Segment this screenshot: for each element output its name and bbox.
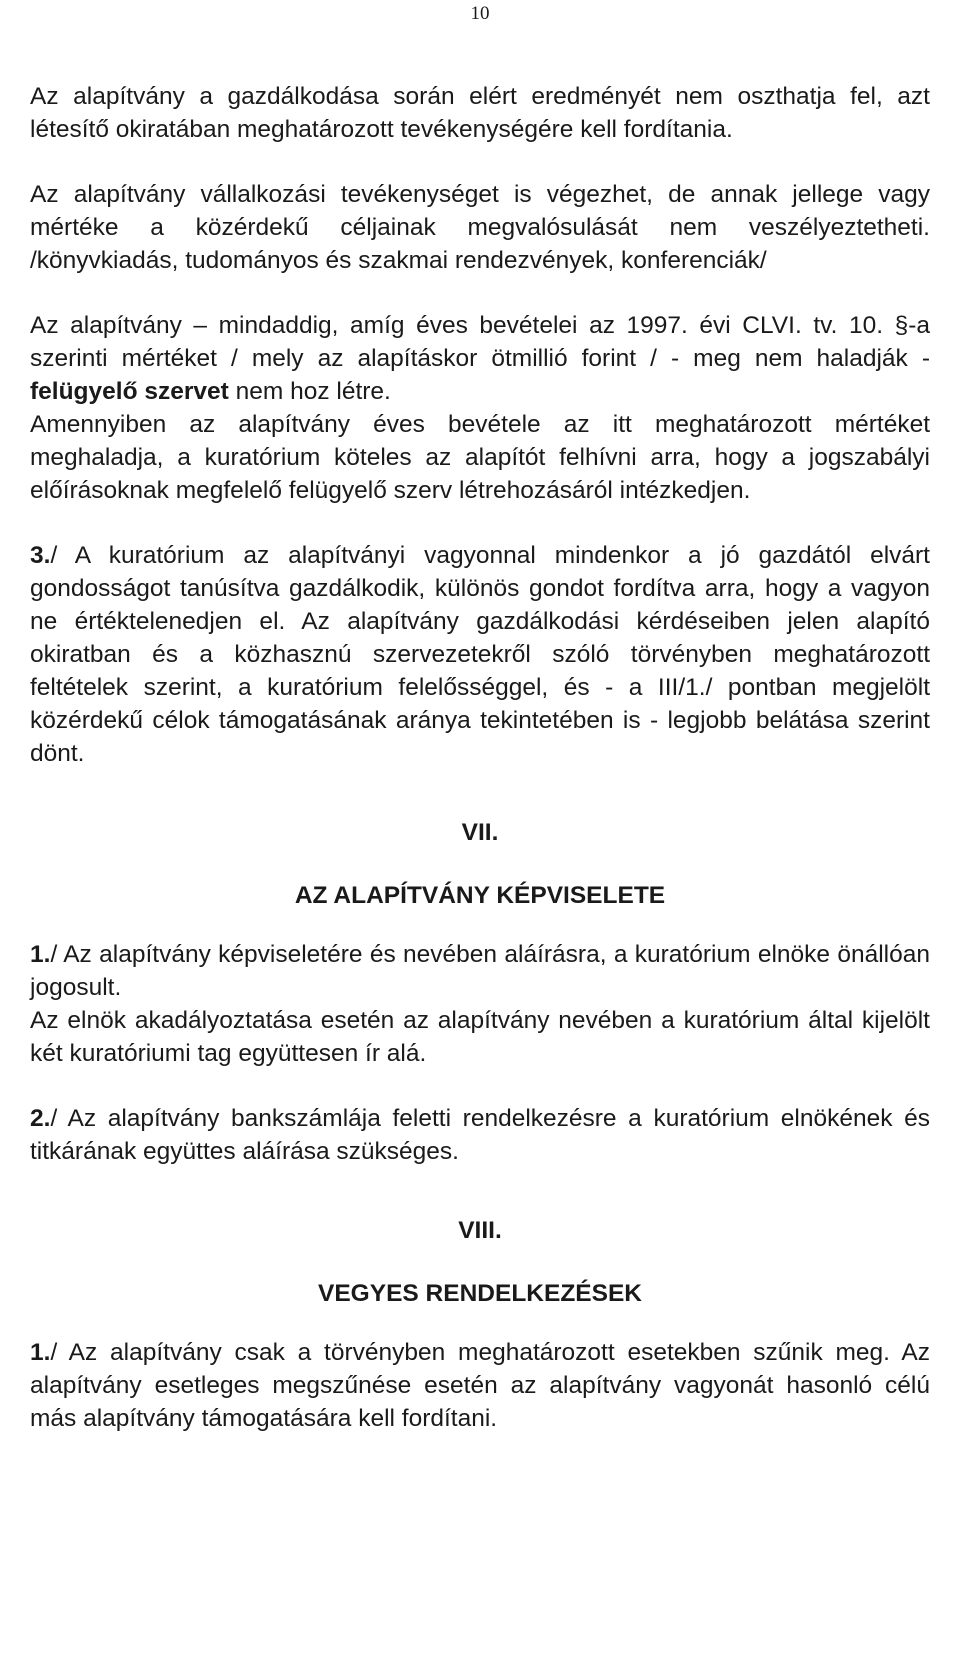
section-title: AZ ALAPÍTVÁNY KÉPVISELETE [294, 882, 666, 909]
text-segment: Az alapítvány – mindaddig, amíg éves bevételei az 1997. évi CLVI. tv. 10. §-a szerinti mértéket / mely az alapításkor ötmillió forint / - meg nem haladják - [30, 312, 930, 372]
paragraph-revenue-threshold: Amennyiben az alapítvány éves bevétele az itt meghatározott mértéket meghaladja, a kuratórium köteles az alapítót felhívni arra, hogy a jogszabályi előírásoknak megfelelő felügyelő szerv létrehozásáról intézkedjen. [30, 411, 930, 504]
section-title: VEGYES RENDELKEZÉSEK [317, 1280, 642, 1307]
item-number: 1. [30, 1339, 51, 1366]
item-text: / Az alapítvány csak a törvényben meghatározott esetekben szűnik meg. Az alapítvány esetleges megszűnése esetén az alapítvány vagyonát hasonló célú más alapítvány támogatására kell fordítani. [30, 1339, 930, 1432]
page-number: 10 [470, 3, 490, 24]
paragraph-supervisory-body [30, 309, 930, 408]
section-numeral: VII. [461, 819, 499, 846]
paragraph-dissolution [30, 1336, 930, 1435]
item-number: 3. [30, 542, 51, 569]
item-text: / Az alapítvány bankszámlája feletti rendelkezésre a kuratórium elnökének és titkárának együttes aláírása szükséges. [30, 1105, 930, 1165]
paragraph-bank-account [30, 1102, 930, 1168]
text-segment: nem hoz létre. [228, 378, 391, 405]
item-number: 1. [30, 941, 51, 968]
paragraph-asset-management [30, 539, 930, 770]
document-body [30, 80, 930, 1435]
item-text: / A kuratórium az alapítványi vagyonnal mindenkor a jó gazdától elvárt gondosságot tanúsítva gazdálkodik, különös gondot fordítva arra, hogy a vagyon ne értéktelenedjen el. Az alapítvány gazdálkodási kérdéseiben jelen alapító okiratban és a közhasznú szervezetekről szóló törvényben meghatározott feltételek szerint, a kuratórium felelősséggel, és - a III/1./ pontban megjelölt közérdekű célok támogatásának aránya tekintetében is - legjobb belátása szerint dönt. [30, 542, 930, 767]
section-numeral: VIII. [458, 1217, 502, 1244]
paragraph-representation [30, 938, 930, 1004]
paragraph-business-activity: Az alapítvány vállalkozási tevékenységet is végezhet, de annak jellege vagy mértéke a közérdekű céljainak megvalósulását nem veszélyeztetheti. /könyvkiadás, tudományos és szakmai rendezvények, konferenciák/ [30, 181, 930, 274]
item-number: 2. [30, 1105, 51, 1132]
paragraph-profit-use: Az alapítvány a gazdálkodása során elért eredményét nem oszthatja fel, azt létesítő okiratában meghatározott tevékenységére kell fordítania. [30, 83, 930, 143]
item-text: / Az alapítvány képviseletére és nevében aláírásra, a kuratórium elnöke önállóan jogosult. [30, 941, 930, 1001]
paragraph-chair-absence: Az elnök akadályoztatása esetén az alapítvány nevében a kuratórium által kijelölt két kuratóriumi tag együttesen ír alá. [30, 1007, 930, 1067]
bold-term: felügyelő szervet [30, 378, 229, 405]
